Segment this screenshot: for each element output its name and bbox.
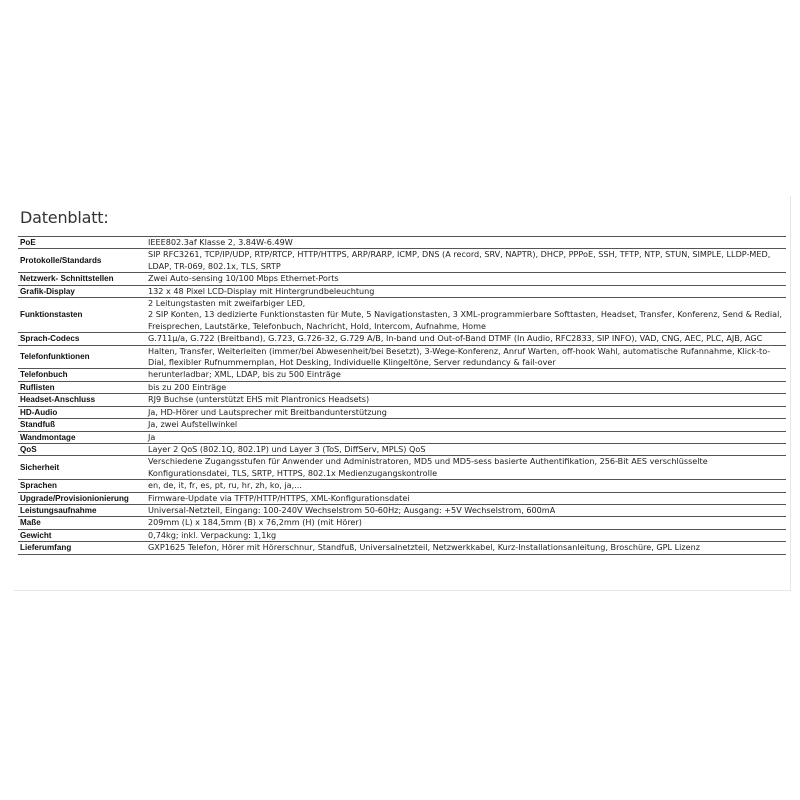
- spec-value: GXP1625 Telefon, Hörer mit Hörerschnur, Standfuß, Universalnetzteil, Netzwerkkabel, Kurz-Installationsanleitung, Broschüre, GPL Lizenz: [146, 542, 786, 554]
- spec-value: Universal-Netzteil, Eingang: 100-240V Wechselstrom 50-60Hz; Ausgang: +5V Wechselstrom, 600mA: [146, 504, 786, 516]
- spec-key: Funktionstasten: [18, 298, 146, 333]
- spec-value: bis zu 200 Einträge: [146, 381, 786, 393]
- spec-key: HD-Audio: [18, 406, 146, 418]
- spec-value: en, de, it, fr, es, pt, ru, hr, zh, ko, ja,...: [146, 480, 786, 492]
- spec-row: [18, 529, 786, 541]
- spec-row: [18, 406, 786, 418]
- spec-table: [18, 236, 786, 555]
- spec-row: [18, 480, 786, 492]
- datasheet-panel: [14, 196, 791, 591]
- datasheet-title: Datenblatt:: [20, 208, 109, 227]
- spec-key: Sprach-Codecs: [18, 333, 146, 345]
- spec-key: Telefonfunktionen: [18, 345, 146, 369]
- spec-key: Netzwerk- Schnittstellen: [18, 273, 146, 285]
- spec-key: Ruflisten: [18, 381, 146, 393]
- spec-key: Sprachen: [18, 480, 146, 492]
- spec-value: Layer 2 QoS (802.1Q, 802.1P) und Layer 3 (ToS, DiffServ, MPLS) QoS: [146, 443, 786, 455]
- spec-key: Lieferumfang: [18, 542, 146, 554]
- spec-value: G.711µ/a, G.722 (Breitband), G.723, G.726-32, G.729 A/B, In-band und Out-of-Band DTMF (In Audio, RFC2833, SIP INFO), VAD, CNG, AEC, PLC, AJB, AGC: [146, 333, 786, 345]
- spec-key: Grafik-Display: [18, 285, 146, 297]
- spec-key: Maße: [18, 517, 146, 529]
- spec-row: [18, 285, 786, 297]
- spec-row: [18, 542, 786, 554]
- spec-row: [18, 394, 786, 406]
- spec-row: [18, 431, 786, 443]
- spec-value: RJ9 Buchse (unterstützt EHS mit Plantronics Headsets): [146, 394, 786, 406]
- spec-value: IEEE802.3af Klasse 2, 3.84W-6.49W: [146, 237, 786, 249]
- spec-key: Telefonbuch: [18, 369, 146, 381]
- spec-row: [18, 456, 786, 480]
- spec-value: 0,74kg; inkl. Verpackung: 1,1kg: [146, 529, 786, 541]
- spec-key: PoE: [18, 237, 146, 249]
- spec-key: QoS: [18, 443, 146, 455]
- spec-row: [18, 298, 786, 333]
- spec-key: Headset-Anschluss: [18, 394, 146, 406]
- spec-key: Wandmontage: [18, 431, 146, 443]
- spec-row: [18, 345, 786, 369]
- spec-row: [18, 419, 786, 431]
- spec-key: Upgrade/Provisionionierung: [18, 492, 146, 504]
- spec-row: [18, 492, 786, 504]
- spec-value: 209mm (L) x 184,5mm (B) x 76,2mm (H) (mit Hörer): [146, 517, 786, 529]
- spec-row: [18, 333, 786, 345]
- spec-value: Zwei Auto-sensing 10/100 Mbps Ethernet-Ports: [146, 273, 786, 285]
- spec-value: herunterladbar; XML, LDAP, bis zu 500 Einträge: [146, 369, 786, 381]
- spec-value: 2 Leitungstasten mit zweifarbiger LED, 2 SIP Konten, 13 dedizierte Funktionstasten für Mute, 5 Navigationstasten, 3 XML-programmierbare Softtasten, Headset, Transfer, Konferenz, Send & Redial, Freisprechen, Lautstärke, Telefonbuch, Nachricht, Hold, Intercom, Aufnahme, Home: [146, 298, 786, 333]
- spec-value: Firmware-Update via TFTP/HTTP/HTTPS, XML-Konfigurationsdatei: [146, 492, 786, 504]
- spec-key: Sicherheit: [18, 456, 146, 480]
- spec-key: Protokolle/Standards: [18, 249, 146, 273]
- spec-row: [18, 504, 786, 516]
- spec-value: 132 x 48 Pixel LCD-Display mit Hintergrundbeleuchtung: [146, 285, 786, 297]
- spec-row: [18, 381, 786, 393]
- spec-table-body: [18, 237, 786, 555]
- spec-row: [18, 369, 786, 381]
- spec-value: SIP RFC3261, TCP/IP/UDP, RTP/RTCP, HTTP/HTTPS, ARP/RARP, ICMP, DNS (A record, SRV, NAPTR), DHCP, PPPoE, SSH, TFTP, NTP, STUN, SIMPLE, LLDP-MED, LDAP, TR-069, 802.1x, TLS, SRTP: [146, 249, 786, 273]
- spec-row: [18, 249, 786, 273]
- spec-value: Ja, HD-Hörer und Lautsprecher mit Breitbandunterstützung: [146, 406, 786, 418]
- spec-key: Standfuß: [18, 419, 146, 431]
- spec-row: [18, 443, 786, 455]
- spec-row: [18, 273, 786, 285]
- spec-value: Ja, zwei Aufstellwinkel: [146, 419, 786, 431]
- spec-key: Leistungsaufnahme: [18, 504, 146, 516]
- spec-value: Ja: [146, 431, 786, 443]
- spec-row: [18, 517, 786, 529]
- spec-value: Verschiedene Zugangsstufen für Anwender und Administratoren, MD5 und MD5-sess basierte Authentifikation, 256-Bit AES verschlüsselte Konfigurationsdatei, TLS, SRTP, HTTPS, 802.1x Medienzugangskontrolle: [146, 456, 786, 480]
- spec-value: Halten, Transfer, Weiterleiten (immer/bei Abwesenheit/bei Besetzt), 3-Wege-Konferenz, Anruf Warten, off-hook Wahl, automatische Rufannahme, Klick-to-Dial, flexibler Rufnummernplan, Hot Desking, Individuelle Klingeltöne, Server redundancy & fail-over: [146, 345, 786, 369]
- spec-row: [18, 237, 786, 249]
- spec-key: Gewicht: [18, 529, 146, 541]
